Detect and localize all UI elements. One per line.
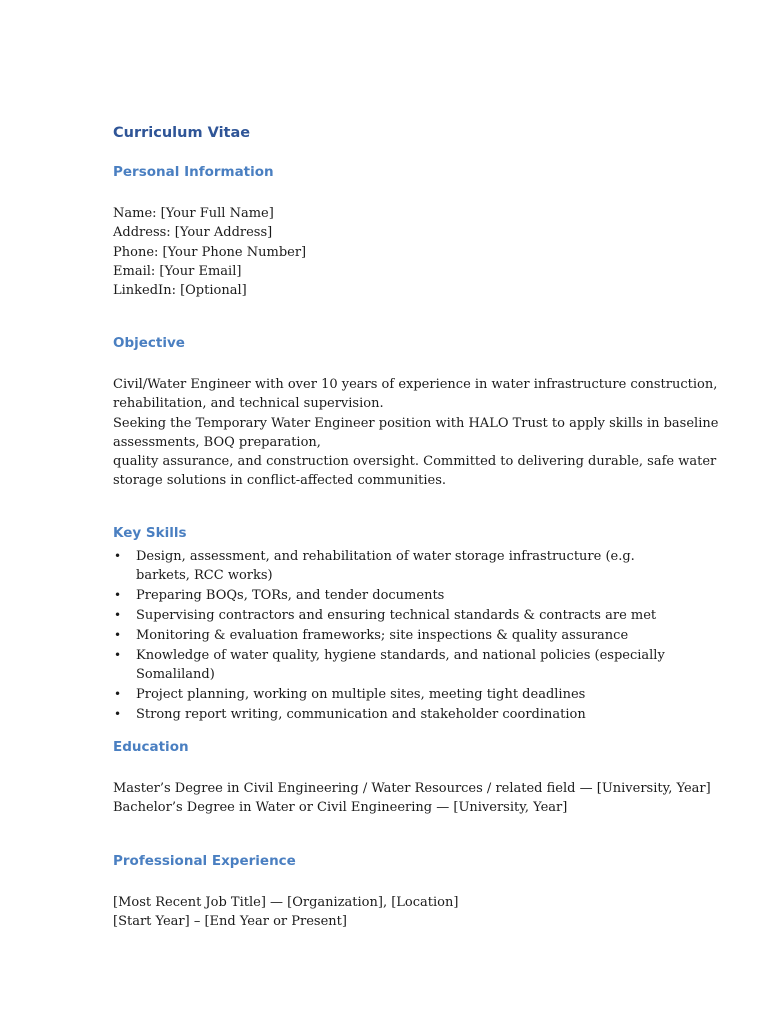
section-heading-key-skills: Key Skills <box>113 525 187 541</box>
bullet-icon: • <box>114 627 122 642</box>
objective-line: storage solutions in conflict-affected communities. <box>113 473 446 489</box>
skill-text: Supervising contractors and ensuring technical standards & contracts are met <box>136 608 657 624</box>
list-item <box>113 626 673 645</box>
list-item <box>113 646 673 685</box>
list-item <box>113 705 673 724</box>
personal-info-address: Address: [Your Address] <box>113 225 273 241</box>
experience-dates: [Start Year] – [End Year or Present] <box>113 914 347 930</box>
bullet-icon: • <box>114 687 122 702</box>
education-block <box>113 779 711 818</box>
section-heading-education: Education <box>113 739 189 755</box>
skill-text: Knowledge of water quality, hygiene standards, and national policies (especially Somaliland) <box>136 647 665 683</box>
skill-text: Design, assessment, and rehabilitation of water storage infrastructure (e.g. barkets, RCC works) <box>136 549 635 584</box>
document-title: Curriculum Vitae <box>113 125 251 141</box>
education-bachelors: Bachelor’s Degree in Water or Civil Engineering — [University, Year] <box>113 800 568 816</box>
list-item <box>113 586 673 605</box>
list-item <box>113 606 673 625</box>
bullet-icon: • <box>114 706 122 721</box>
section-heading-objective: Objective <box>113 335 185 351</box>
list-item <box>113 547 673 586</box>
personal-info-block <box>113 204 673 300</box>
skill-text: Strong report writing, communication and stakeholder coordination <box>136 706 586 722</box>
objective-line: Civil/Water Engineer with over 10 years of experience in water infrastructure construction, <box>113 377 718 392</box>
key-skills-list <box>113 547 673 725</box>
skill-text: Project planning, working on multiple sites, meeting tight deadlines <box>136 687 586 703</box>
objective-line: quality assurance, and construction oversight. Committed to delivering durable, safe water <box>113 454 717 470</box>
skill-text: Monitoring & evaluation frameworks; site inspections & quality assurance <box>136 627 629 643</box>
objective-block <box>113 375 719 491</box>
education-masters: Master’s Degree in Civil Engineering / Water Resources / related field — [University, Year] <box>113 781 711 796</box>
bullet-icon: • <box>114 608 122 623</box>
bullet-icon: • <box>114 549 122 563</box>
personal-info-name: Name: [Your Full Name] <box>113 206 274 221</box>
personal-info-phone: Phone: [Your Phone Number] <box>113 244 307 260</box>
list-item <box>113 685 673 704</box>
bullet-icon: • <box>114 588 122 603</box>
objective-line: Seeking the Temporary Water Engineer position with HALO Trust to apply skills in baseline <box>113 415 719 431</box>
skill-text: Preparing BOQs, TORs, and tender documents <box>136 588 445 604</box>
personal-info-email: Email: [Your Email] <box>113 263 242 279</box>
section-heading-professional-experience: Professional Experience <box>113 853 296 869</box>
bullet-icon: • <box>114 647 122 662</box>
personal-info-linkedin: LinkedIn: [Optional] <box>113 283 247 299</box>
experience-block <box>113 893 673 932</box>
objective-line: assessments, BOQ preparation, <box>113 434 321 450</box>
experience-job-title: [Most Recent Job Title] — [Organization], [Location] <box>113 895 459 910</box>
section-heading-personal-information: Personal Information <box>113 164 274 180</box>
objective-line: rehabilitation, and technical supervision. <box>113 396 384 412</box>
